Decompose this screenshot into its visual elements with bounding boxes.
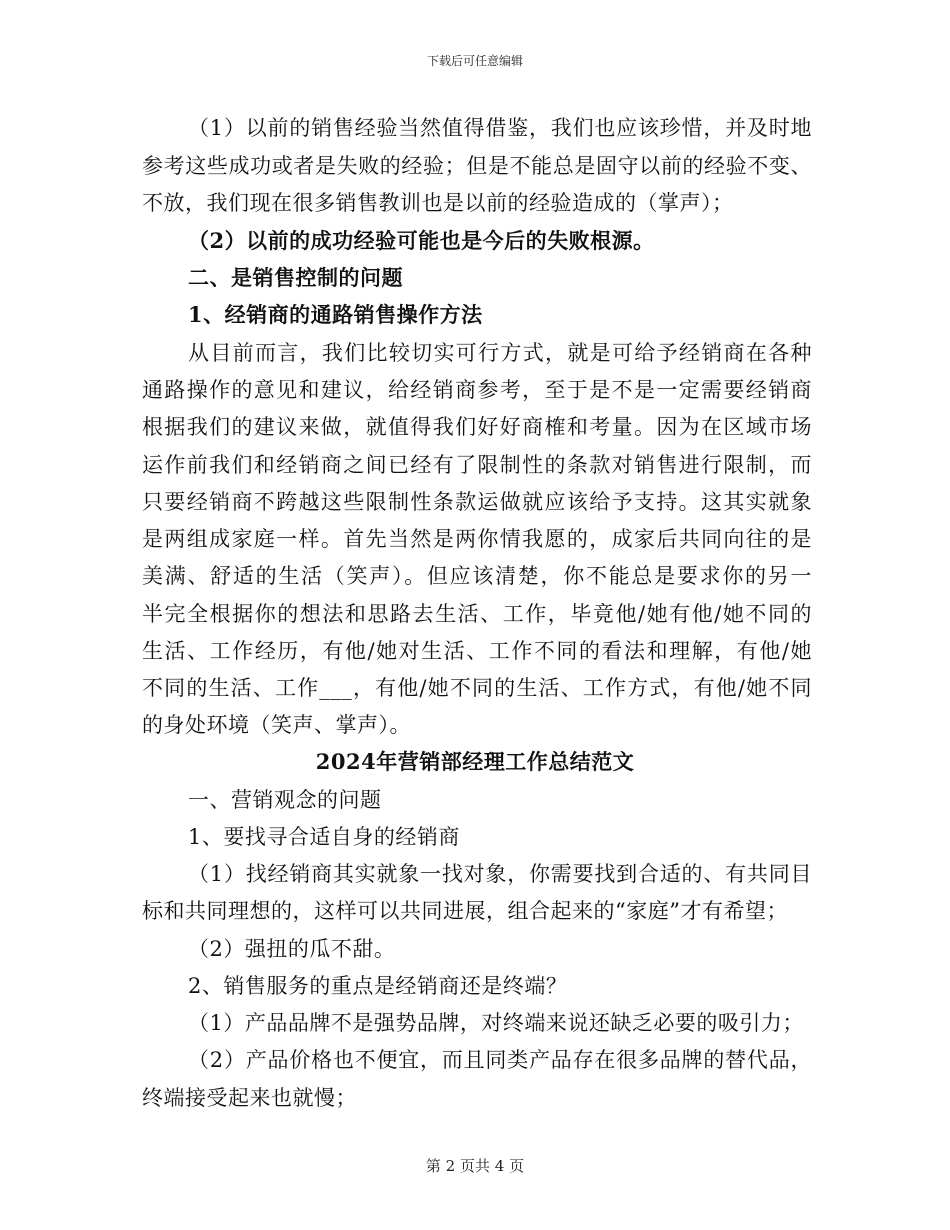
paragraph-line: 通路操作的意见和建议，给经销商参考，至于是不是一定需要经销商 [142, 378, 812, 402]
paragraph-line: （2）强扭的瓜不甜。 [188, 937, 396, 961]
paragraph-line: 半完全根据你的想法和思路去生活、工作，毕竟他/她有他/她不同的 [142, 602, 812, 626]
paragraph-line: （1）以前的销售经验当然值得借鉴，我们也应该珍惜，并及时地 [188, 116, 812, 140]
paragraph-line: 参考这些成功或者是失败的经验；但是不能总是固守以前的经验不变、 [142, 154, 812, 178]
paragraph-line: 是两组成家庭一样。首先当然是两你情我愿的，成家后共同向往的是 [142, 527, 812, 551]
section-heading: 二、是销售控制的问题 [188, 265, 403, 290]
page-header: 下载后可任意编辑 [426, 54, 523, 68]
document-title: 2024年营销部经理工作总结范文 [315, 749, 635, 774]
paragraph-line: 运作前我们和经销商之间已经有了限制性的条款对销售进行限制，而 [142, 453, 812, 477]
subsection-heading: 1、要找寻合适自身的经销商 [188, 825, 460, 849]
paragraph-line: 美满、舒适的生活（笑声）。但应该清楚，你不能总是要求你的另一 [142, 564, 812, 588]
paragraph-line: 从目前而言，我们比较切实可行方式，就是可给予经销商在各种 [188, 341, 812, 365]
paragraph-line: 终端接受起来也就慢； [142, 1086, 357, 1110]
subsection-heading: 1、经销商的通路销售操作方法 [188, 302, 483, 327]
paragraph-line: 生活、工作经历，有他/她对生活、工作不同的看法和理解，有他/她 [142, 639, 812, 663]
paragraph-line: （2）产品价格也不便宜，而且同类产品存在很多品牌的替代品， [188, 1048, 812, 1072]
paragraph-line: 的身处环境（笑声、掌声）。 [142, 713, 411, 737]
paragraph-line: 标和共同理想的，这样可以共同进展，组合起来的“家庭”才有希望； [142, 899, 788, 923]
paragraph-line: 不同的生活、工作___，有他/她不同的生活、工作方式，有他/她不同 [142, 676, 812, 700]
paragraph-line: （1）产品品牌不是强势品牌，对终端来说还缺乏必要的吸引力； [188, 1011, 804, 1035]
subsection-heading: 2、销售服务的重点是经销商还是终端？ [188, 974, 568, 998]
paragraph-line: 只要经销商不跨越这些限制性条款运做就应该给予支持。这其实就象 [142, 490, 812, 514]
page-footer: 第 2 页共 4 页 [425, 1157, 525, 1175]
section-heading: 一、营销观念的问题 [188, 788, 382, 812]
paragraph-line: 不放，我们现在很多销售教训也是以前的经验造成的（掌声）； [142, 191, 734, 215]
paragraph-line: 根据我们的建议来做，就值得我们好好商榷和考量。因为在区域市场 [142, 415, 812, 439]
paragraph-line: （1）找经销商其实就象一找对象，你需要找到合适的、有共同目 [188, 862, 812, 886]
bold-paragraph-line: （2）以前的成功经验可能也是今后的失败根源。 [188, 228, 655, 253]
